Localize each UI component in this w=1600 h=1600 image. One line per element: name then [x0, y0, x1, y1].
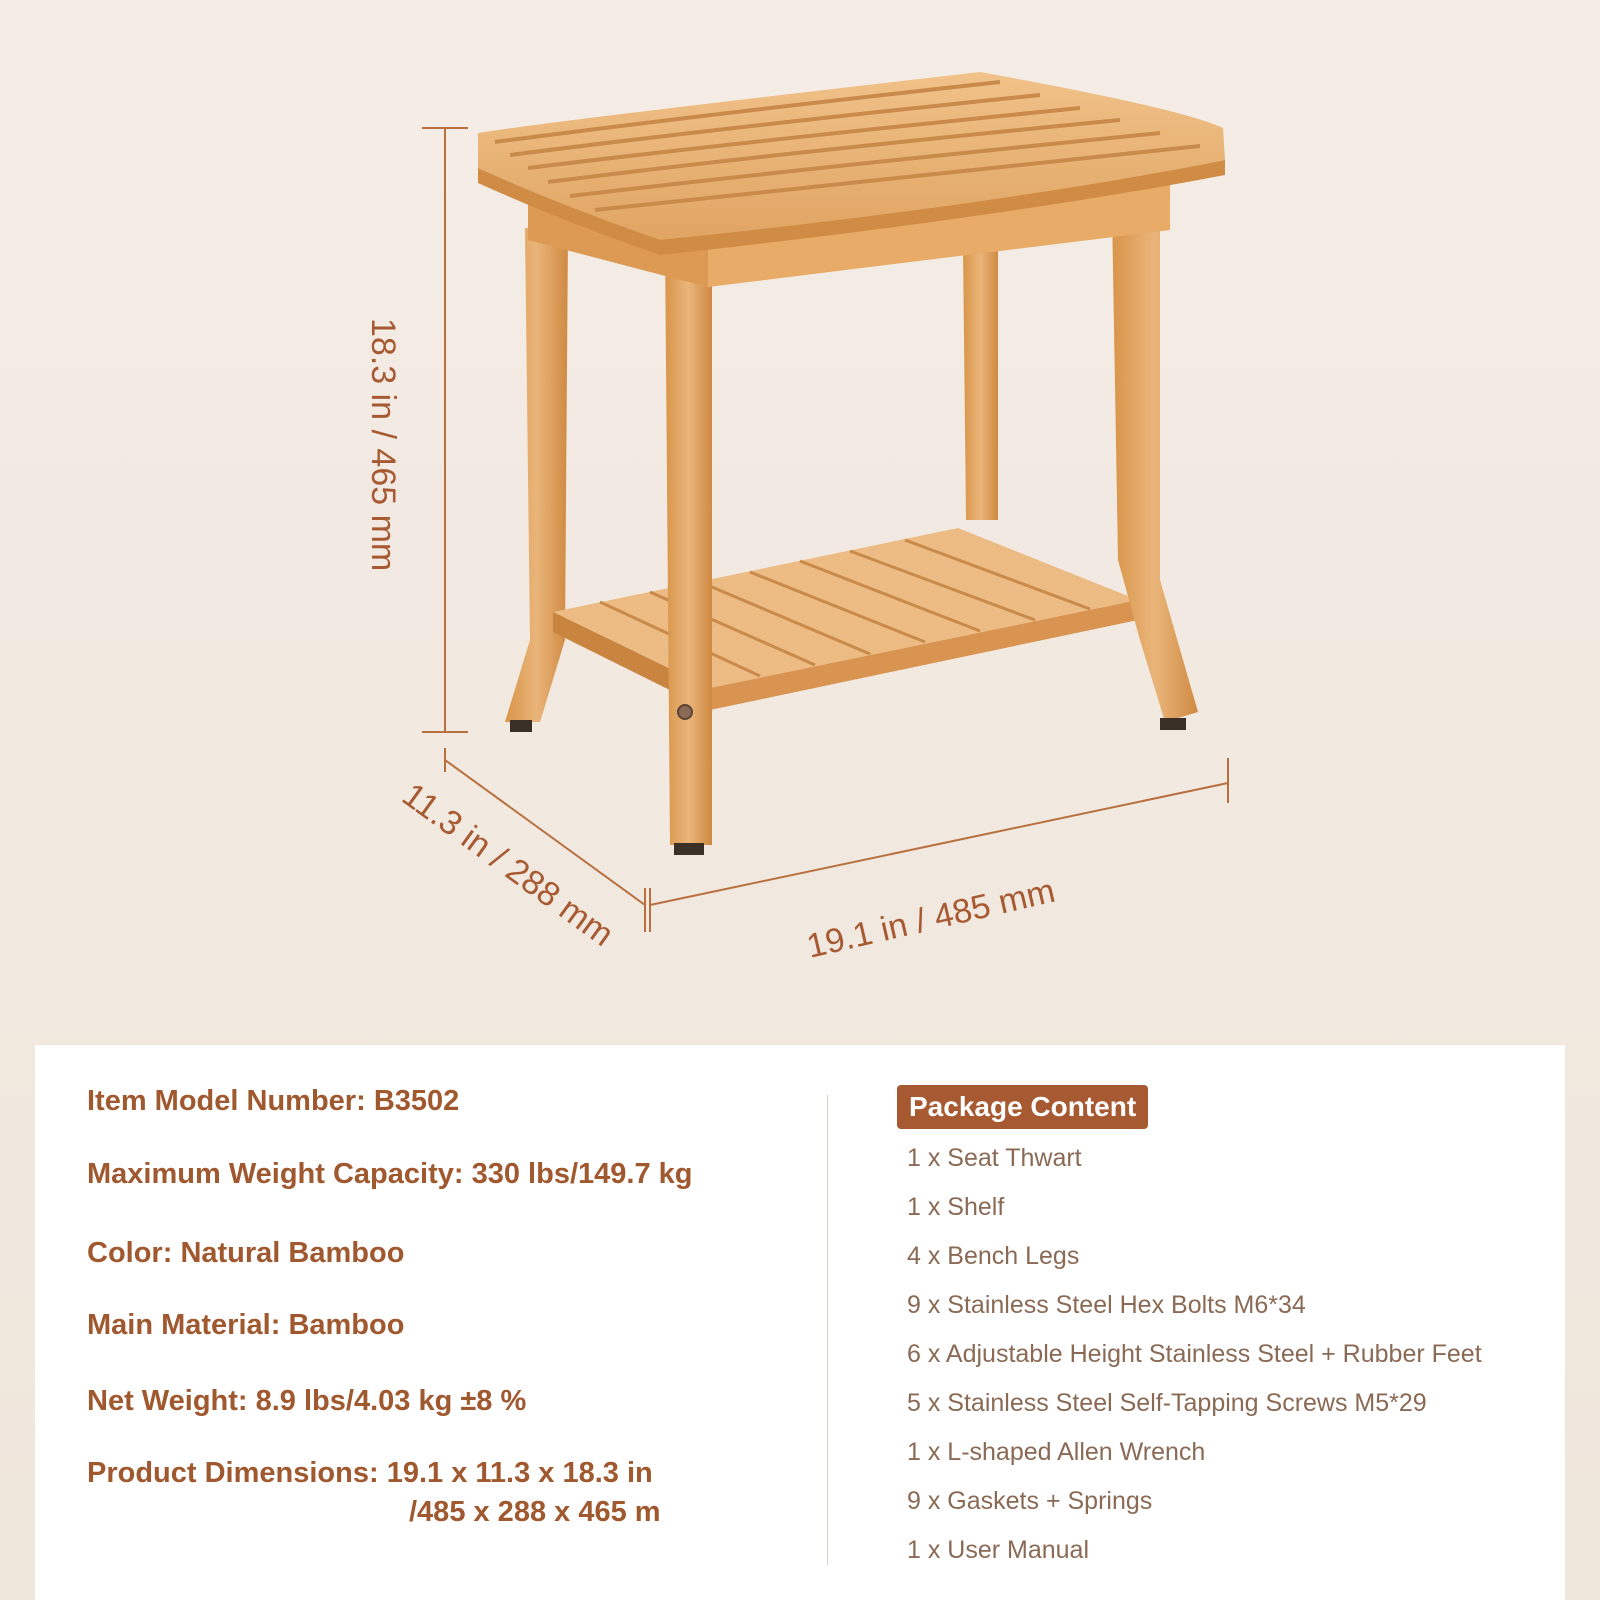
list-item: 6 x Adjustable Height Stainless Steel + Rubber Feet	[907, 1340, 1482, 1368]
spec-model-value: B3502	[373, 1085, 460, 1117]
bamboo-bench	[478, 72, 1225, 855]
spec-panel	[35, 1045, 1565, 1600]
spec-dims-value-line2: /485 x 288 x 465 m	[409, 1496, 661, 1528]
spec-color-value: Natural Bamboo	[180, 1237, 405, 1269]
spec-dims-value-line1: 19.1 x 11.3 x 18.3 in	[386, 1457, 653, 1489]
bolt-icon	[678, 705, 692, 719]
bench-leg-back-right	[963, 245, 998, 520]
list-item: 1 x User Manual	[907, 1536, 1090, 1564]
spec-material	[87, 1309, 404, 1342]
spec-capacity	[87, 1158, 692, 1191]
list-item: 1 x L-shaped Allen Wrench	[907, 1438, 1206, 1466]
package-content-list	[907, 1143, 1482, 1584]
spec-weight-value: 8.9 lbs/4.03 kg ±8 %	[255, 1385, 527, 1417]
height-dimension-label: 18.3 in / 465 mm	[364, 318, 402, 572]
spec-capacity-value: 330 lbs/149.7 kg	[471, 1158, 693, 1190]
spec-material-label: Main Material:	[87, 1309, 281, 1341]
list-item: 4 x Bench Legs	[907, 1242, 1080, 1270]
spec-dims-label: Product Dimensions:	[87, 1457, 379, 1489]
package-content-title: Package Content	[897, 1085, 1148, 1129]
spec-dimensions	[87, 1457, 661, 1529]
list-item: 5 x Stainless Steel Self-Tapping Screws M5*29	[907, 1389, 1427, 1417]
spec-material-value: Bamboo	[288, 1309, 405, 1341]
panel-divider	[827, 1095, 828, 1565]
width-dimension-label: 19.1 in / 485 mm	[803, 871, 1059, 966]
depth-dimension-label: 11.3 in / 288 mm	[395, 775, 621, 954]
list-item: 1 x Shelf	[907, 1193, 1005, 1221]
spec-color-label: Color:	[87, 1237, 173, 1269]
bench-leg-front-right	[1112, 205, 1198, 722]
spec-color	[87, 1237, 404, 1270]
spec-capacity-label: Maximum Weight Capacity:	[87, 1158, 464, 1190]
bench-leg-back-left	[505, 228, 568, 722]
list-item: 1 x Seat Thwart	[907, 1144, 1082, 1172]
bench-leg-front-left	[665, 240, 712, 845]
spec-model	[87, 1085, 459, 1118]
spec-model-label: Item Model Number:	[87, 1085, 366, 1117]
spec-net-weight	[87, 1385, 526, 1418]
list-item: 9 x Gaskets + Springs	[907, 1487, 1153, 1515]
list-item: 9 x Stainless Steel Hex Bolts M6*34	[907, 1291, 1306, 1319]
spec-weight-label: Net Weight:	[87, 1385, 248, 1417]
